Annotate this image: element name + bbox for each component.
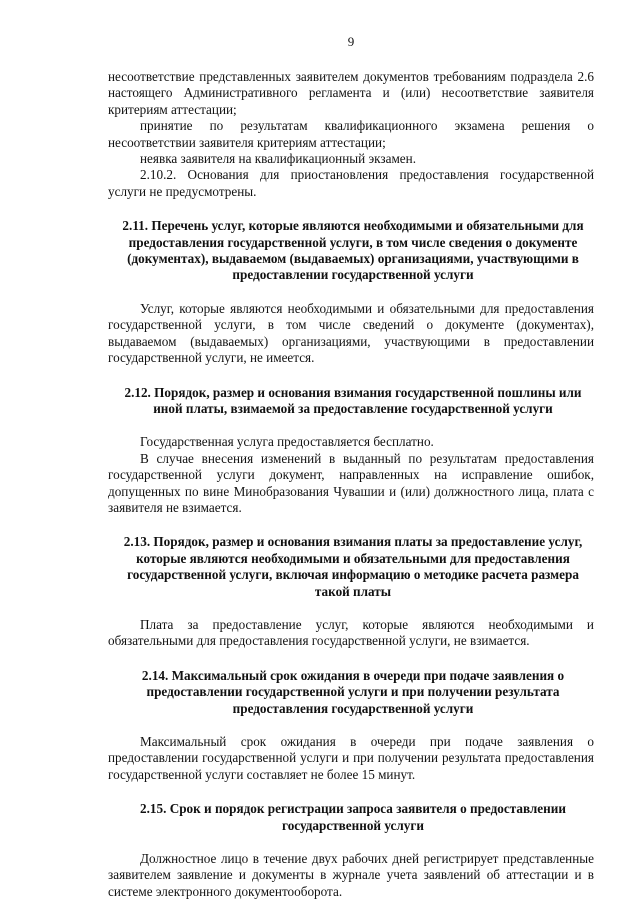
- section-heading-2-14: 2.14. Максимальный срок ожидания в очереди при подаче заявления о предоставлении государственной услуги и при получении результата предоставления государственной услуги: [141, 667, 565, 716]
- paragraph: неявка заявителя на квалификационный экзамен.: [140, 151, 417, 167]
- page-number: 9: [347, 34, 355, 49]
- paragraph: В случае внесения изменений в выданный по результатам предоставления государственной услуги документ, направленных на исправление ошибок, допущенных по вине Минобразования Чувашии и (или) должностного лица, плата с заявителя не взимается.: [108, 450, 594, 515]
- section-heading-2-13: 2.13. Порядок, размер и основания взимания платы за предоставление услуг, которые являются необходимыми и обязательными для предоставления государственной услуги, включая информацию о методике расчета размера такой платы: [123, 534, 583, 599]
- paragraph: 2.10.2. Основания для приостановления предоставления государственной услуги не предусмотрены.: [108, 167, 594, 199]
- paragraph: Государственная услуга предоставляется бесплатно.: [140, 434, 434, 450]
- section-heading-2-12: 2.12. Порядок, размер и основания взимания государственной пошлины или иной платы, взимаемой за предоставление государственной услуги: [124, 384, 582, 416]
- section-heading-2-15: 2.15. Срок и порядок регистрации запроса заявителя о предоставлении государственной услуги: [140, 801, 566, 833]
- paragraph: Услуг, которые являются необходимыми и обязательными для предоставления государственной услуги, в том числе сведений о документе (документах), выдаваемом (выдаваемых) организациями, участвующими в предоставлении государственной услуги, не имеется.: [108, 300, 594, 366]
- paragraph: Плата за предоставление услуг, которые являются необходимыми и обязательными для предоставления государственной услуги, не взимается.: [108, 616, 594, 649]
- paragraph: Должностное лицо в течение двух рабочих дней регистрирует представленные заявителем заявление и документы в журнале учета заявлений об аттестации и в системе электронного документооборота.: [108, 851, 594, 899]
- paragraph: несоответствие представленных заявителем документов требованиям подраздела 2.6 настоящего Административного регламента и (или) несоответствие заявителя критериям аттестации;: [108, 69, 594, 117]
- paragraph: принятие по результатам квалификационного экзамена решения о несоответствии заявителя критериям аттестации;: [108, 118, 594, 150]
- paragraph: Максимальный срок ожидания в очереди при подаче заявления о предоставлении государственной услуги и при получении результата предоставления государственной услуги составляет не более 15 минут.: [108, 734, 594, 782]
- section-heading-2-11: 2.11. Перечень услуг, которые являются необходимыми и обязательными для предоставления государственной услуги, в том числе сведения о документе (документах), выдаваемом (выдаваемых) организациями, участвующими в предоставлении государственной услуги: [122, 218, 584, 283]
